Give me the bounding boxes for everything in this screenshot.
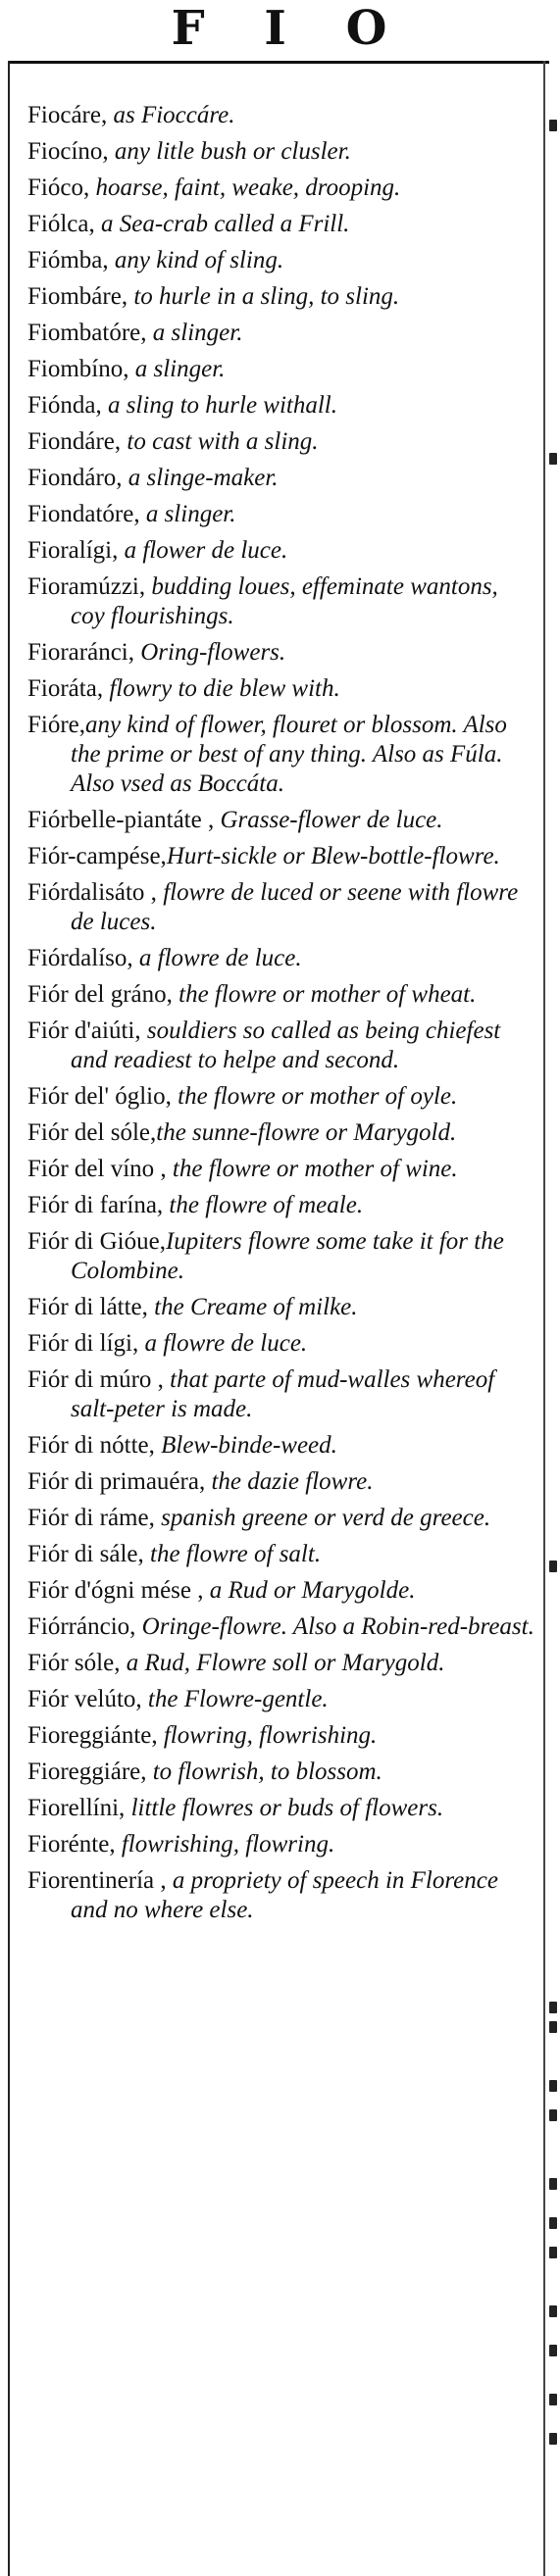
entry-definition: the sunne-flowre or Marygold. [156, 1119, 457, 1146]
left-column-rule [8, 61, 10, 2576]
adjacent-column-fragment [549, 120, 557, 131]
dictionary-entry [27, 1758, 537, 1787]
entry-definition: the flowre or mother of wine. [166, 1156, 458, 1182]
entry-definition: budding loues, effeminate wantons, coy flourishings. [71, 573, 498, 629]
dictionary-entry [27, 355, 537, 384]
dictionary-entry [27, 1504, 537, 1533]
entry-headword: Fiór di nótte, [27, 1432, 155, 1459]
adjacent-column-fragment [549, 2021, 557, 2033]
dictionary-entry [27, 1794, 537, 1823]
entry-definition: Blew-binde-weed. [154, 1432, 337, 1459]
dictionary-entry [27, 173, 537, 203]
dictionary-entry [27, 1329, 537, 1359]
dictionary-entry [27, 1431, 537, 1461]
entry-definition: the flowre or mother of wheat. [172, 981, 477, 1008]
page-title: F I O [171, 1, 409, 56]
dictionary-entry [27, 1830, 537, 1859]
entry-headword: Fiór del sóle, [27, 1119, 157, 1146]
entry-definition: Hurt-sickle or Blew-bottle-flowre. [166, 843, 500, 869]
entry-definition: flowring, flowrishing. [157, 1722, 378, 1749]
adjacent-column-fragment [549, 2305, 557, 2317]
dictionary-entry [27, 878, 537, 937]
entry-definition: a slinger. [139, 501, 236, 527]
entry-headword: Fiónda, [27, 392, 102, 419]
dictionary-entry [27, 1612, 537, 1642]
entry-headword: Fiombáre, [27, 283, 128, 310]
dictionary-entry [27, 1576, 537, 1606]
entry-definition: the flowre or mother of oyle. [171, 1083, 458, 1110]
dictionary-entry [27, 1118, 537, 1148]
dictionary-entry [27, 638, 537, 668]
entry-definition: little flowres or buds of flowers. [125, 1795, 444, 1821]
dictionary-entry [27, 246, 537, 275]
entry-definition: the Creame of milke. [147, 1294, 358, 1320]
entry-headword: Fiombatóre, [27, 320, 147, 346]
dictionary-entry [27, 711, 537, 799]
entry-headword: Fióre, [27, 712, 86, 738]
entry-headword: Fiór di Gióue, [27, 1228, 166, 1255]
dictionary-entry [27, 1155, 537, 1184]
entry-definition: a Rud or Marygolde. [203, 1577, 416, 1604]
adjacent-column-fragment [549, 1560, 557, 1572]
dictionary-entry [27, 210, 537, 239]
entry-definition: flowrishing, flowring. [115, 1831, 335, 1858]
dictionary-entry [27, 1649, 537, 1678]
adjacent-column-fragment [549, 2002, 557, 2013]
entry-headword: Fiondáro, [27, 465, 123, 491]
dictionary-entry [27, 1721, 537, 1751]
entry-headword: Fiór-campése, [27, 843, 167, 869]
entry-definition: to cast with a sling. [121, 428, 319, 455]
entry-headword: Fiocáre, [27, 102, 108, 128]
entry-headword: Fiórbelle-piantáte , [27, 807, 215, 833]
entry-headword: Fiór di lígi, [27, 1330, 139, 1357]
dictionary-entry [27, 1293, 537, 1322]
adjacent-column-fragment [549, 2433, 557, 2445]
entry-definition: the dazie flowre. [205, 1468, 374, 1495]
dictionary-entry [27, 1540, 537, 1569]
entry-definition: a flowre de luce. [138, 1330, 308, 1357]
dictionary-entry [27, 944, 537, 973]
entry-headword: Fiór sóle, [27, 1650, 121, 1676]
entry-headword: Fiór del gráno, [27, 981, 173, 1008]
adjacent-column-fragment [549, 2109, 557, 2121]
next-column-edge [545, 61, 560, 2576]
entry-definition: a Rud, Flowre soll or Marygold. [120, 1650, 445, 1676]
dictionary-entry [27, 391, 537, 421]
entry-headword: Fiór velúto, [27, 1686, 142, 1712]
dictionary-entry [27, 427, 537, 457]
adjacent-column-fragment [549, 2247, 557, 2258]
entry-definition: to flowrish, to blossom. [146, 1759, 382, 1785]
entry-definition: a slinger. [128, 356, 226, 382]
entry-definition: the flowre of salt. [143, 1541, 322, 1567]
dictionary-entry [27, 1365, 537, 1424]
entry-headword: Fiórdalíso, [27, 945, 133, 971]
entry-definition: a Sea-crab called a Frill. [94, 211, 350, 237]
entry-headword: Fióco, [27, 174, 90, 201]
dictionary-entry [27, 674, 537, 704]
entry-definition: Grasse-flower de luce. [214, 807, 443, 833]
entry-definition: flowry to die blew with. [103, 675, 340, 702]
dictionary-entry [27, 572, 537, 631]
entry-definition: any litle bush or clusler. [108, 138, 351, 165]
entry-definition: hoarse, faint, weake, drooping. [89, 174, 401, 201]
dictionary-entry [27, 1685, 537, 1714]
dictionary-entry [27, 282, 537, 312]
entry-headword: Fiólca, [27, 211, 95, 237]
entry-headword: Fiór di múro , [27, 1366, 164, 1393]
adjacent-column-fragment [549, 2178, 557, 2190]
entry-headword: Fioramúzzi, [27, 573, 146, 600]
entry-definition: spanish greene or verd de greece. [154, 1505, 491, 1531]
entry-definition: any kind of sling. [108, 247, 284, 273]
dictionary-entry [27, 1191, 537, 1220]
adjacent-column-fragment [549, 2394, 557, 2405]
entry-headword: Fiocíno, [27, 138, 109, 165]
entry-headword: Fiór di ráme, [27, 1505, 155, 1531]
dictionary-entry [27, 464, 537, 493]
dictionary-entry [27, 1016, 537, 1075]
entry-definition: the Flowre-gentle. [141, 1686, 329, 1712]
entry-headword: Fiór di sále, [27, 1541, 144, 1567]
dictionary-entry [27, 500, 537, 529]
entry-definition: the flowre of meale. [163, 1192, 364, 1218]
entry-headword: Fiorellíni, [27, 1795, 126, 1821]
entry-definition: that parte of mud-walles whereof salt-peter is made. [71, 1366, 495, 1422]
entry-headword: Fiór di látte, [27, 1294, 148, 1320]
entry-headword: Fiór d'aiúti, [27, 1017, 141, 1044]
dictionary-entry [27, 1467, 537, 1497]
entry-definition: a slinge-maker. [122, 465, 279, 491]
top-rule [8, 61, 549, 64]
entry-headword: Fiór d'ógni mése , [27, 1577, 204, 1604]
entry-headword: Fiorаránci, [27, 639, 134, 666]
entry-headword: Fiorénte, [27, 1831, 116, 1858]
entry-definition: a slinger. [146, 320, 243, 346]
entry-definition: a flowre de luce. [132, 945, 302, 971]
entry-headword: Fiondáre, [27, 428, 122, 455]
dictionary-entry [27, 806, 537, 835]
page-header [0, 0, 560, 57]
entry-definition: flowre de luced or seene with flowre de luces. [71, 879, 519, 935]
dictionary-entry [27, 101, 537, 130]
entry-headword: Fiór di farína, [27, 1192, 164, 1218]
entry-definition: a flower de luce. [118, 537, 288, 564]
entry-definition: Iupiters flowre some take it for the Colombine. [71, 1228, 504, 1284]
entry-headword: Fiondatóre, [27, 501, 140, 527]
entry-headword: Fiorentinería , [27, 1867, 167, 1894]
entry-headword: Fioreggiánte, [27, 1722, 158, 1749]
dictionary-entry [27, 536, 537, 566]
entry-headword: Fiórdalisáto , [27, 879, 157, 906]
adjacent-column-fragment [549, 2080, 557, 2092]
entry-definition: as Fioccáre. [107, 102, 235, 128]
dictionary-entry [27, 842, 537, 871]
entry-headword: Fiómba, [27, 247, 109, 273]
entry-headword: Fioreggiáre, [27, 1759, 147, 1785]
dictionary-entry [27, 980, 537, 1010]
entry-definition: a sling to hurle withall. [101, 392, 337, 419]
dictionary-entry [27, 137, 537, 167]
adjacent-column-fragment [549, 453, 557, 465]
dictionary-entry [27, 319, 537, 348]
entry-headword: Fioráta, [27, 675, 104, 702]
entry-definition: any kind of flower, flouret or blossom. Also the prime or best of any thing. Also as Fúla. Also vsed as Boccáta. [71, 712, 507, 797]
dictionary-entry [27, 1227, 537, 1286]
entry-definition: a propriety of speech in Florence and no where else. [71, 1867, 498, 1923]
entry-definition: Oringe-flowre. Also a Robin-red-breast. [135, 1613, 535, 1640]
dictionary-entry [27, 1866, 537, 1925]
dictionary-entry [27, 1082, 537, 1112]
entry-headword: Fiórráncio, [27, 1613, 136, 1640]
entry-headword: Fiombíno, [27, 356, 129, 382]
dictionary-entries [27, 101, 537, 1932]
entry-headword: Fiór di primauéra, [27, 1468, 206, 1495]
adjacent-column-fragment [549, 2345, 557, 2356]
entry-definition: souldiers so called as being chiefest and readiest to helpe and second. [71, 1017, 501, 1073]
entry-headword: Fiór del' óglio, [27, 1083, 172, 1110]
entry-definition: Oring-flowers. [133, 639, 286, 666]
adjacent-column-fragment [549, 2217, 557, 2229]
entry-definition: to hurle in a sling, to sling. [127, 283, 400, 310]
entry-headword: Fioralígi, [27, 537, 119, 564]
entry-headword: Fiór del víno , [27, 1156, 167, 1182]
